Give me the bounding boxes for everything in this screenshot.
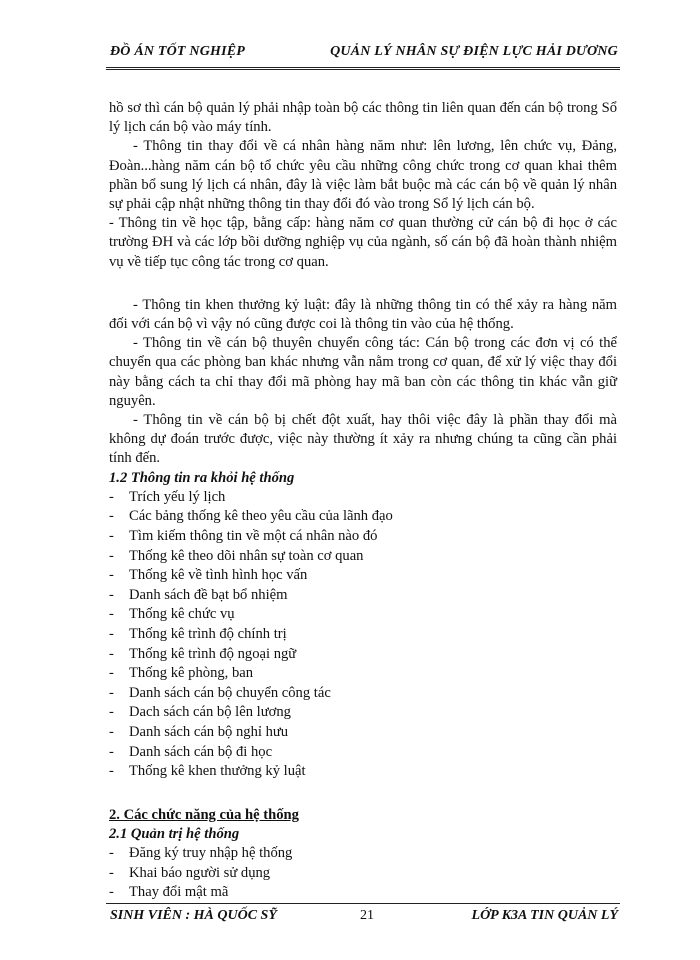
list-item: - Danh sách cán bộ chuyển công tác bbox=[109, 684, 617, 704]
list-item: - Tìm kiếm thông tin về một cá nhân nào đó bbox=[109, 527, 617, 547]
list-marker: - bbox=[109, 626, 114, 643]
section-heading-2: 2. Các chức năng của hệ thống bbox=[109, 806, 299, 823]
page-number: 21 bbox=[360, 908, 374, 923]
list-marker: - bbox=[109, 704, 114, 721]
admin-functions-list bbox=[109, 844, 617, 903]
footer-student: SINH VIÊN : HÀ QUỐC SỸ bbox=[110, 908, 277, 923]
header-rule bbox=[106, 67, 620, 70]
list-item: - Thống kê theo dõi nhân sự toàn cơ quan bbox=[109, 547, 617, 567]
paragraph: - Thông tin khen thưởng kỷ luật: đây là những thông tin có thể xảy ra hàng năm đối với cán bộ vì vậy nó cũng được coi là thông tin vào của hệ thống. bbox=[109, 296, 617, 333]
paragraph-gap bbox=[109, 272, 617, 296]
list-item: - Danh sách cán bộ đi học bbox=[109, 743, 617, 763]
list-item: - Danh sách cán bộ nghỉ hưu bbox=[109, 723, 617, 743]
paragraph: - Thông tin thay đổi về cá nhân hàng năm như: lên lương, lên chức vụ, Đảng, Đoàn...hàng năm cán bộ tổ chức yêu cầu những công chức trong cơ quan khai thêm phần bổ sung lý lịch cá nhân, đây là việc làm bắt buộc mà các cán bộ về quản lý nhân sự phải cập nhật những thông tin thay đổi đó vào trong Sổ lý lịch cán bộ. bbox=[109, 138, 617, 213]
section-heading-1-2: 1.2 Thông tin ra khỏi hệ thống bbox=[109, 469, 295, 486]
list-item: - Thống kê trình độ chính trị bbox=[109, 625, 617, 645]
list-marker: - bbox=[109, 743, 114, 760]
section-heading-2-1: 2.1 Quản trị hệ thống bbox=[109, 825, 240, 842]
list-marker: - bbox=[109, 528, 114, 545]
list-item: - Danh sách đề bạt bổ nhiệm bbox=[109, 586, 617, 606]
footer-class: LỚP K3A TIN QUẢN LÝ bbox=[471, 908, 618, 923]
list-marker: - bbox=[109, 547, 114, 564]
list-marker: - bbox=[109, 488, 114, 505]
list-item: - Dach sách cán bộ lên lương bbox=[109, 703, 617, 723]
list-marker: - bbox=[109, 864, 114, 881]
paragraph: - Thông tin về cán bộ thuyên chuyển công tác: Cán bộ trong các đơn vị có thể chuyển qua các phòng ban khác nhưng vẫn nằm trong cơ quan, để xử lý việc thay đổi này bằng cách ta chỉ thay đổi mã phòng hay mã ban còn các thông tin khác vẫn giữ nguyên. bbox=[109, 335, 617, 409]
list-item: - Các bảng thống kê theo yêu cầu của lãnh đạo bbox=[109, 507, 617, 527]
output-info-list bbox=[109, 488, 617, 782]
list-marker: - bbox=[109, 684, 114, 701]
list-item: - Thống kê trình độ ngoại ngữ bbox=[109, 645, 617, 665]
list-marker: - bbox=[109, 606, 114, 623]
list-item: - Thống kê chức vụ bbox=[109, 605, 617, 625]
list-marker: - bbox=[109, 586, 114, 603]
list-marker: - bbox=[109, 508, 114, 525]
paragraph: - Thông tin về cán bộ bị chết đột xuất, hay thôi việc đây là phần thay đổi mà không dự đoán trước được, việc này thường ít xảy ra nhưng chúng ta cũng cần phải tính đến. bbox=[109, 412, 617, 467]
list-marker: - bbox=[109, 723, 114, 740]
list-item: - Thống kê khen thưởng kỷ luật bbox=[109, 762, 617, 782]
section-gap bbox=[109, 782, 617, 806]
list-item: - Thống kê phòng, ban bbox=[109, 664, 617, 684]
list-item: - Thay đổi mật mã bbox=[109, 883, 617, 903]
list-marker: - bbox=[109, 845, 114, 862]
list-marker: - bbox=[109, 645, 114, 662]
list-item: - Khai báo người sử dụng bbox=[109, 864, 617, 884]
list-item: - Đăng ký truy nhập hệ thống bbox=[109, 844, 617, 864]
footer-rule bbox=[106, 903, 620, 904]
list-marker: - bbox=[109, 567, 114, 584]
header-left: ĐỒ ÁN TỐT NGHIỆP bbox=[110, 44, 246, 59]
paragraph: hồ sơ thì cán bộ quản lý phải nhập toàn bộ các thông tin liên quan đến cán bộ trong Sổ lý lịch cán bộ vào máy tính. bbox=[109, 100, 617, 136]
header-right: QUẢN LÝ NHÂN SỰ ĐIỆN LỰC HẢI DƯƠNG bbox=[330, 44, 618, 59]
list-item: - Trích yếu lý lịch bbox=[109, 488, 617, 508]
paragraph: - Thông tin về học tập, bằng cấp: hàng năm cơ quan thường cử cán bộ đi học ở các trường ĐH và các lớp bồi dưỡng nghiệp vụ của ngành, số cán bộ đã hoàn thành nhiệm vụ về tiếp tục công tác trong cơ quan. bbox=[109, 215, 617, 270]
list-marker: - bbox=[109, 665, 114, 682]
list-marker: - bbox=[109, 884, 114, 901]
list-item: - Thống kê về tình hình học vấn bbox=[109, 566, 617, 586]
document-body bbox=[109, 99, 617, 903]
list-marker: - bbox=[109, 763, 114, 780]
